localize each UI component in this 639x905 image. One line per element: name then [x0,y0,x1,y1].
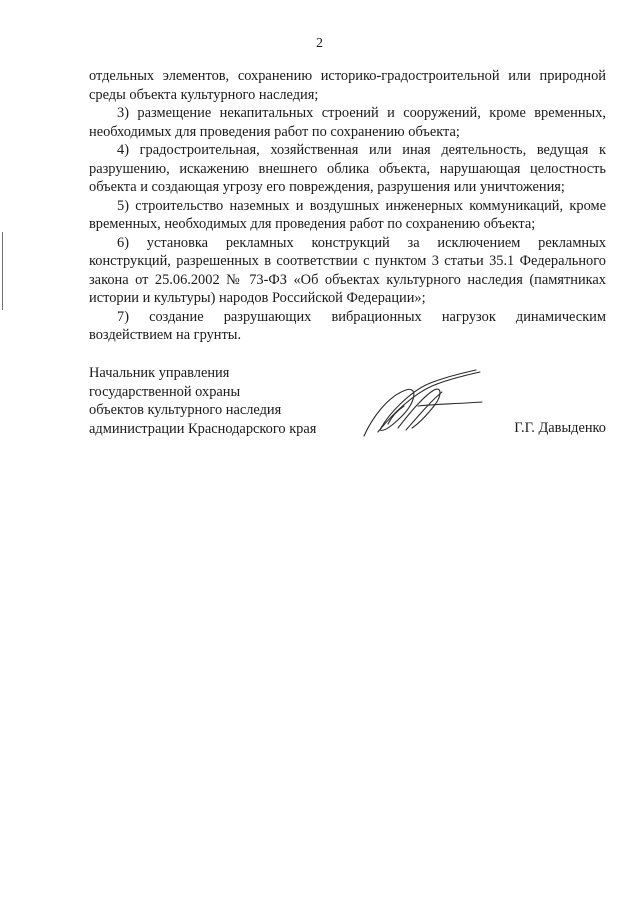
signer-name: Г.Г. Давыденко [514,420,606,436]
position-line: объектов культурного наследия [89,402,282,418]
margin-mark [2,232,3,310]
document-body [89,67,606,345]
paragraph-item-4: 4) градостроительная, хозяйственная или иная деятельность, ведущая к разрушению, искажению внешнего облика объекта, нарушающая целостность объекта и создающая угрозу его повреждения, разрушения или уничтожения; [89,142,606,195]
paragraph-item-5: 5) строительство наземных и воздушных инженерных коммуникаций, кроме временных, необходимых для проведения работ по сохранению объекта; [89,197,606,232]
paragraph-item-6: 6) установка рекламных конструкций за исключением рекламных конструкций, разрешенных в соответствии с пунктом 3 статьи 35.1 Федерального закона от 25.06.2002 № 73-ФЗ «Об объектах культурного наследия (памятниках истории и культуры) народов Российской Федерации»; [89,234,606,306]
handwritten-signature [358,366,488,438]
signatory-position [89,364,316,438]
position-line: Начальник управления [89,365,230,381]
paragraph-item-3: 3) размещение некапитальных строений и сооружений, кроме временных, необходимых для проведения работ по сохранению объекта; [89,105,606,140]
page-number: 2 [316,36,323,51]
paragraph-item-7: 7) создание разрушающих вибрационных нагрузок динамическим воздействием на грунты. [89,308,606,343]
paragraph-continuation: отдельных элементов, сохранению историко-градостроительной или природной среды объекта культурного наследия; [89,68,606,103]
position-line: администрации Краснодарского края [89,420,317,437]
position-line: государственной охраны [89,383,241,400]
